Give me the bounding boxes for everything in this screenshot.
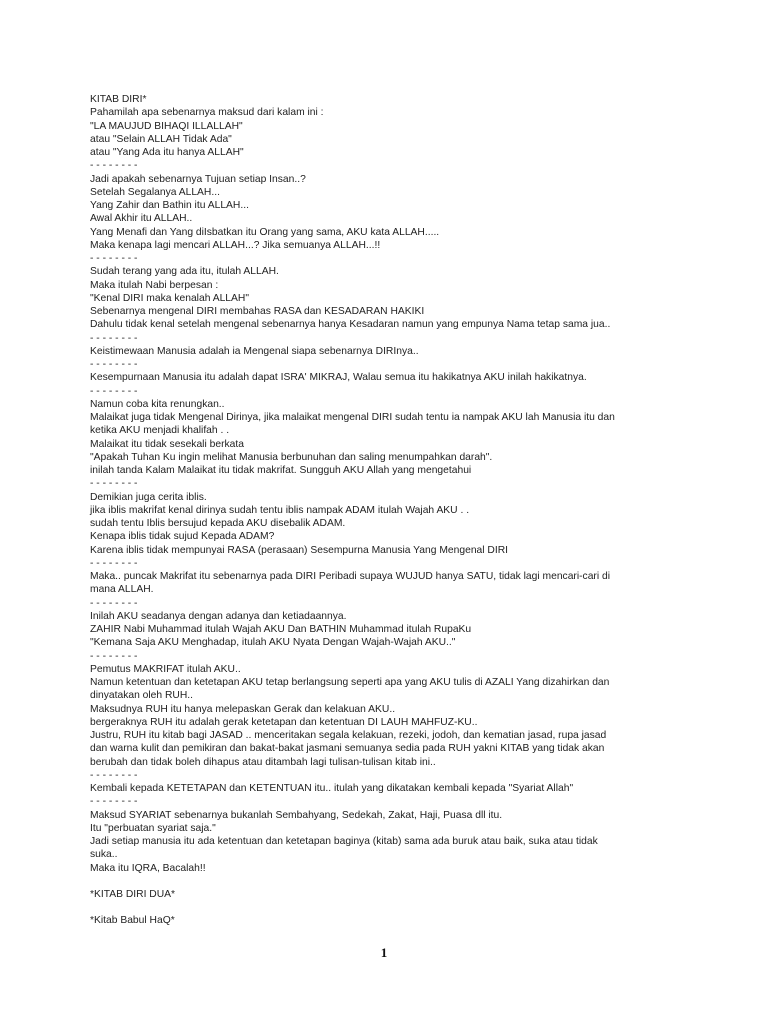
text-line: - - - - - - - - [90, 796, 138, 808]
text-line: ketika AKU menjadi khalifah . . [90, 425, 230, 437]
text-line: - - - - - - - - [90, 385, 138, 397]
text-line: - - - - - - - - [90, 253, 138, 264]
text-line: ZAHIR Nabi Muhammad itulah Wajah AKU Dan BATHIN Muhammad itulah RupaKu [90, 624, 472, 635]
text-line: Jadi setiap manusia itu ada ketentuan dan ketetapan baginya (kitab) sama ada buruk atau baik, suka atau tidak [90, 836, 598, 847]
text-line: Itu "perbuatan syariat saja." [90, 822, 216, 834]
text-line: Kesempurnaan Manusia itu adalah dapat ISRA' MIKRAJ, Walau semua itu hakikatnya AKU inilah hakikatnya. [90, 372, 587, 384]
text-line: Sebenarnya mengenal DIRI membahas RASA dan KESADARAN HAKIKI [90, 306, 425, 317]
text-line: sudah tentu Iblis bersujud kepada AKU disebalik ADAM. [90, 518, 346, 529]
text-line: - - - - - - - - [90, 650, 138, 662]
text-line: KITAB DIRI* [90, 94, 147, 105]
text-lines [90, 93, 690, 875]
text-line: - - - - - - - - [90, 359, 138, 370]
text-line: berubah dan tidak boleh dihapus atau ditambah lagi tulisan-tulisan kitab ini.. [90, 756, 436, 768]
text-line: - - - - - - - - [90, 557, 138, 569]
text-line: Namun ketentuan dan ketetapan AKU tetap berlangsung seperti apa yang AKU tulis di AZALI Yang dizahirkan dan [90, 677, 610, 688]
closing-title-1: *KITAB DIRI DUA* [90, 888, 176, 900]
text-line: - - - - - - - - [90, 160, 138, 172]
text-line: "Apakah Tuhan Ku ingin melihat Manusia berbunuhan dan saling menumpahkan darah". [90, 451, 493, 463]
text-line: Pahamilah apa sebenarnya maksud dari kalam ini : [90, 107, 324, 119]
text-line: Awal Akhir itu ALLAH.. [90, 213, 193, 225]
text-line: Maka.. puncak Makrifat itu sebenarnya pada DIRI Peribadi supaya WUJUD hanya SATU, tidak lagi mencari-cari di [90, 571, 611, 582]
text-line: jika iblis makrifat kenal dirinya sudah tentu iblis nampak ADAM itulah Wajah AKU . . [90, 504, 470, 516]
text-line: Sudah terang yang ada itu, itulah ALLAH. [90, 266, 279, 278]
text-line: Karena iblis tidak mempunyai RASA (perasaan) Sesempurna Manusia Yang Mengenal DIRI [90, 544, 509, 556]
text-line: - - - - - - - - [90, 478, 138, 490]
text-line: mana ALLAH. [90, 584, 154, 596]
text-line: Yang Menafi dan Yang diIsbatkan itu Orang yang sama, AKU kata ALLAH..... [90, 226, 440, 238]
text-line: Pemutus MAKRIFAT itulah AKU.. [90, 663, 241, 675]
text-line: "Kemana Saja AKU Menghadap, itulah AKU Nyata Dengan Wajah-Wajah AKU.." [90, 637, 456, 649]
text-line: Jadi apakah sebenarnya Tujuan setiap Insan..? [90, 173, 306, 185]
page-number: 1 [380, 945, 388, 960]
text-line: Keistimewaan Manusia adalah ia Mengenal siapa sebenarnya DIRInya.. [90, 345, 419, 357]
text-line: bergeraknya RUH itu adalah gerak ketetapan dan ketentuan DI LAUH MAHFUZ-KU.. [90, 716, 478, 728]
text-line: Justru, RUH itu kitab bagi JASAD .. menceritakan segala kelakuan, rezeki, jodoh, dan kematian jasad, rupa jasad [90, 730, 607, 741]
text-line: - - - - - - - - [90, 597, 138, 609]
text-line: Maka itu IQRA, Bacalah!! [90, 862, 206, 874]
text-line: - - - - - - - - [90, 332, 138, 344]
text-line: "Kenal DIRI maka kenalah ALLAH" [90, 292, 249, 304]
text-line: atau "Yang Ada itu hanya ALLAH" [90, 147, 244, 158]
text-line: Malaikat juga tidak Mengenal Dirinya, jika malaikat mengenal DIRI sudah tentu ia nampak AKU lah Manusia itu dan [90, 412, 615, 423]
text-line: Namun coba kita renungkan.. [90, 398, 225, 410]
spacer [90, 875, 690, 888]
text-line: Malaikat itu tidak sesekali berkata [90, 438, 244, 450]
text-line: atau "Selain ALLAH Tidak Ada" [90, 133, 232, 145]
text-line: Inilah AKU seadanya dengan adanya dan ketiadaannya. [90, 610, 347, 622]
text-line: Maksud SYARIAT sebenarnya bukanlah Sembahyang, Sedekah, Zakat, Haji, Puasa dll itu. [90, 809, 503, 821]
text-line: Yang Zahir dan Bathin itu ALLAH... [90, 200, 249, 211]
document-body [90, 93, 690, 927]
text-line: Kembali kepada KETETAPAN dan KETENTUAN itu.. itulah yang dikatakan kembali kepada "Syariat Allah" [90, 783, 574, 794]
text-line: "LA MAUJUD BIHAQI ILLALLAH" [90, 120, 243, 132]
spacer [90, 901, 690, 914]
text-line: inilah tanda Kalam Malaikat itu tidak makrifat. Sungguh AKU Allah yang mengetahui [90, 465, 472, 476]
text-line: suka.. [90, 849, 118, 861]
text-line: Maksudnya RUH itu hanya melepaskan Gerak dan kelakuan AKU.. [90, 703, 396, 715]
text-line: Setelah Segalanya ALLAH... [90, 186, 220, 198]
text-line: dan warna kulit dan pemikiran dan bakat-bakat jasmani semuanya sedia pada RUH yakni KITAB yang tidak akan [90, 743, 605, 755]
text-line: dinyatakan oleh RUH.. [90, 690, 194, 702]
text-line: Maka kenapa lagi mencari ALLAH...? Jika semuanya ALLAH...!! [90, 239, 381, 251]
text-line: Kenapa iblis tidak sujud Kepada ADAM? [90, 531, 275, 543]
text-line: - - - - - - - - [90, 769, 138, 781]
text-line: Demikian juga cerita iblis. [90, 491, 207, 503]
text-line: Maka itulah Nabi berpesan : [90, 279, 219, 291]
text-line: Dahulu tidak kenal setelah mengenal sebenarnya hanya Kesadaran namun yang empunya Nama tetap sama jua.. [90, 319, 611, 331]
closing-title-2: *Kitab Babul HaQ* [90, 915, 175, 926]
